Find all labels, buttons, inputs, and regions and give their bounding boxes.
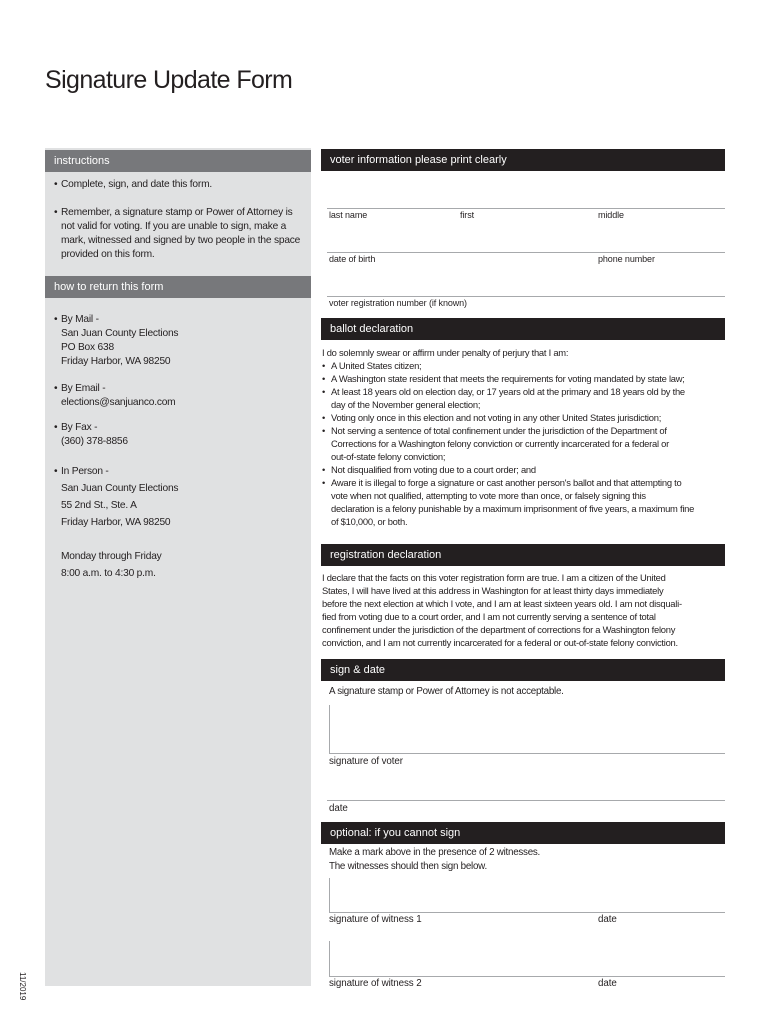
return-heading: how to return this form [45, 276, 311, 298]
witness1-date-label: date [598, 914, 617, 925]
instructions-panel [45, 148, 311, 986]
voter-info-heading: voter information please print clearly [321, 149, 725, 171]
witness2-signature-label: signature of witness 2 [329, 978, 422, 989]
middle-name-label: middle [598, 210, 624, 220]
voter-date-line[interactable] [327, 800, 725, 801]
instruction-item: • Remember, a signature stamp or Power of Attorney is not valid for voting. If you are unable to sign, make a mark, witnessed and signed by two people in the space provided on this form. [54, 207, 301, 260]
ballot-item: • Not disqualified from voting due to a court order; and [322, 464, 536, 475]
optional-note: Make a mark above in the presence of 2 witnesses. The witnesses should then sign below. [329, 847, 541, 872]
registration-number-line[interactable] [327, 296, 725, 297]
witness1-signature-box[interactable] [329, 878, 725, 913]
ballot-item: • Voting only once in this election and not voting in any other United States jurisdiction; [322, 412, 662, 423]
phone-label: phone number [598, 254, 655, 264]
office-hours: Monday through Friday 8:00 a.m. to 4:30 p.m. [61, 551, 162, 579]
voter-signature-label: signature of voter [329, 756, 403, 767]
registration-number-label: voter registration number (if known) [329, 298, 467, 308]
voter-date-label: date [329, 803, 348, 814]
return-in-person: • In Person - San Juan County Elections 55 2nd St., Ste. A Friday Harbor, WA 98250 [54, 466, 179, 528]
fax-number: (360) 378-8856 [61, 436, 128, 447]
dob-label: date of birth [329, 254, 376, 264]
return-by-fax: • By Fax - (360) 378-8856 [45, 421, 311, 449]
instruction-item: • Complete, sign, and date this form. [54, 179, 212, 190]
optional-heading: optional: if you cannot sign [321, 822, 725, 844]
ballot-item: • Not serving a sentence of total confinement under the jurisdiction of the Department of [322, 425, 667, 436]
form-revision-date: 11/2019 [18, 972, 27, 1001]
dob-phone-line[interactable] [327, 252, 725, 253]
instructions-heading: instructions [45, 150, 311, 172]
ballot-declaration-text: I do solemnly swear or affirm under penalty of perjury that I am: • A United States citizen; • A Washington state resident that meets the requirements for voting mandated by state law; • At least 18 years old on election day, or 17 years old at the primary and 18 years old by the day of the November general election; • Voting only once in this election and not voting in any other United States jurisdiction; • Not serving a sentence of total confinement under the jurisdiction of the Department of Corrections for a Washington felony conviction or currently incarcerated for a federal or out-of-state felony conviction; • Not disqualified from voting due to a court order; and • Aware it is illegal to forge a signature or cast another person's ballot and that attempting to vote when not qualified, attempting to vote more than once, or falsely signing this declaration is a felony punishable by a maximum imprisonment of five years, a maximum fine of $10,000, or both. [322, 346, 726, 528]
sign-note: A signature stamp or Power of Attorney is not acceptable. [329, 686, 564, 697]
return-by-mail: • By Mail - San Juan County Elections PO Box 638 Friday Harbor, WA 98250 [54, 314, 179, 367]
witness1-signature-label: signature of witness 1 [329, 914, 422, 925]
witness2-signature-box[interactable] [329, 941, 725, 977]
voter-signature-box[interactable] [329, 705, 725, 754]
sign-date-heading: sign & date [321, 659, 725, 681]
first-name-label: first [460, 210, 474, 220]
name-line[interactable] [327, 208, 725, 209]
instructions-list [45, 178, 311, 192]
instructions-list-2 [45, 206, 311, 262]
ballot-item: • A United States citizen; [322, 360, 422, 371]
ballot-item: • At least 18 years old on election day, or 17 years old at the primary and 18 years old by the [322, 386, 685, 397]
registration-declaration-heading: registration declaration [321, 544, 725, 566]
ballot-item: • Aware it is illegal to forge a signature or cast another person's ballot and that attempting to [322, 477, 682, 488]
registration-declaration-text: I declare that the facts on this voter registration form are true. I am a citizen of the United States, I will have lived at this address in Washington for at least thirty days immediately before the next election at which I vote, and I am at least sixteen years old. I am not disquali- fied from voting due to a court order, and I am not currently serving a sentence of total confinement under the jurisdiction of the department of corrections for a Washington felony conviction, and I am not currently incarcerated for a federal or out-of-state felony conviction. [322, 572, 682, 648]
last-name-label: last name [329, 210, 368, 220]
witness2-date-label: date [598, 978, 617, 989]
email-address: elections@sanjuanco.com [61, 397, 176, 408]
ballot-declaration-heading: ballot declaration [321, 318, 725, 340]
ballot-item: • A Washington state resident that meets the requirements for voting mandated by state law; [322, 373, 685, 384]
page-title: Signature Update Form [45, 66, 293, 94]
return-by-email: • By Email - elections@sanjuanco.com [45, 382, 311, 410]
